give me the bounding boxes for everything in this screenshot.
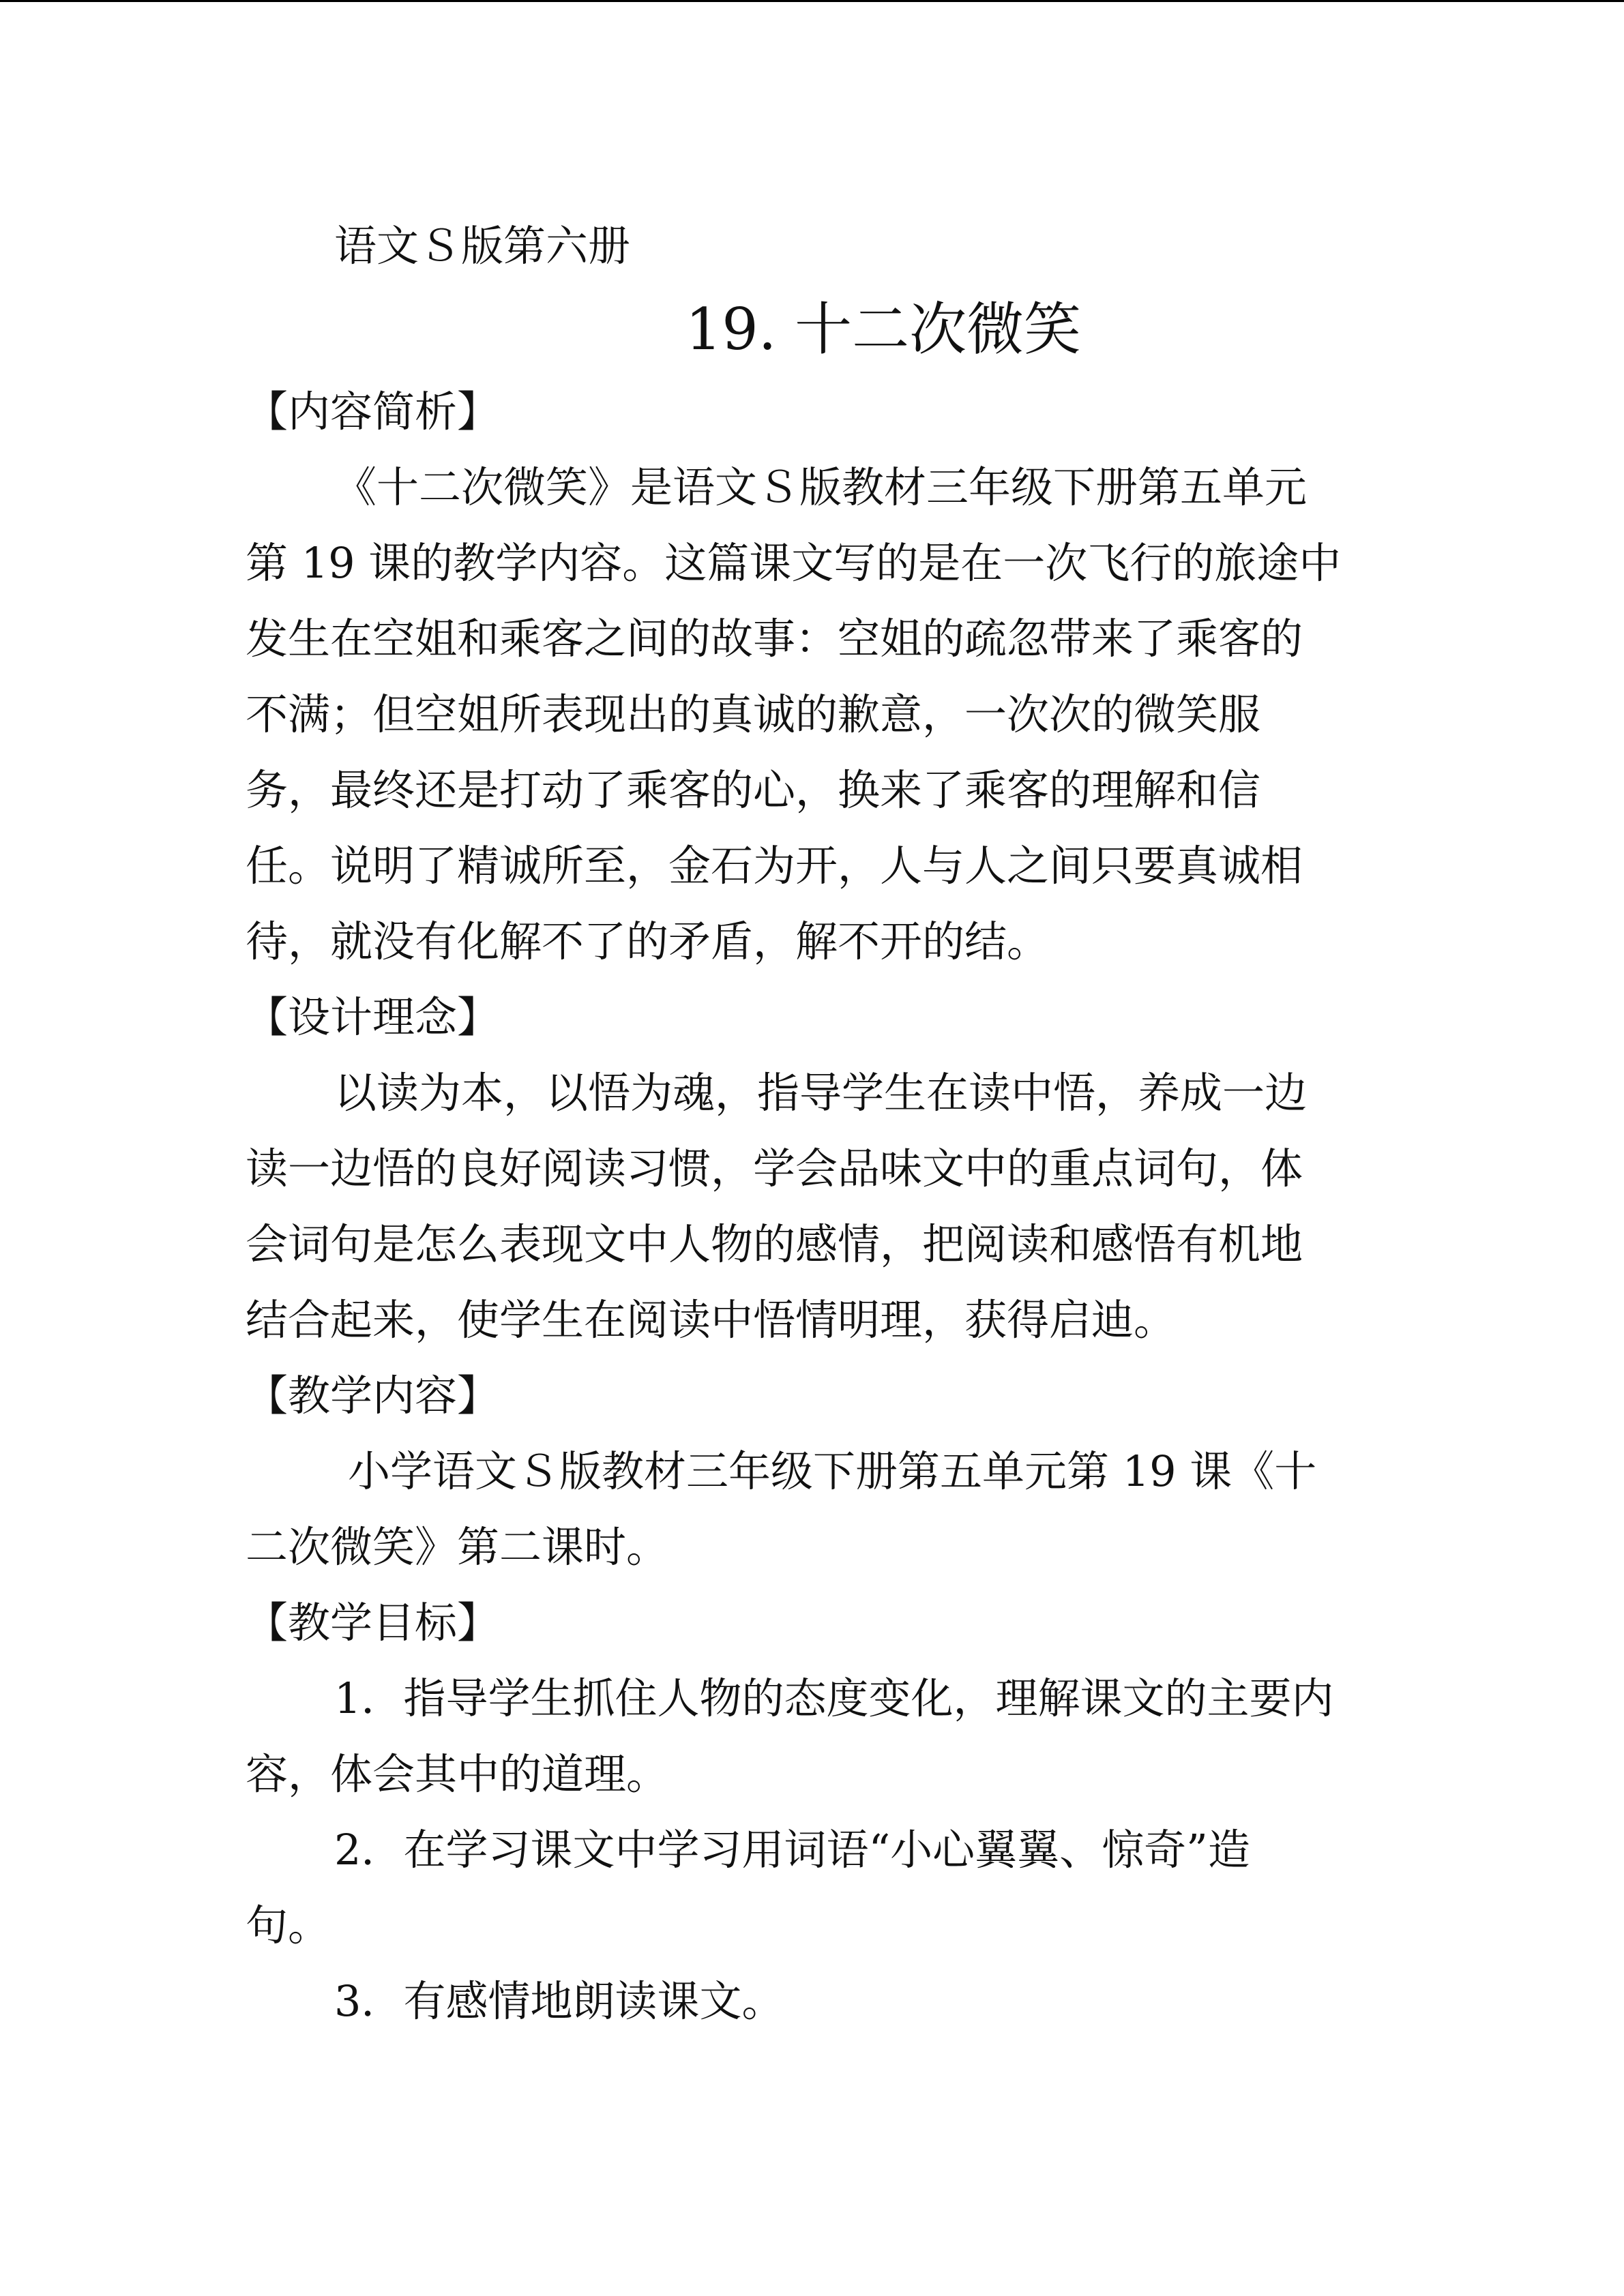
- document-body: [246, 207, 1371, 2039]
- goal-item-1-continued: 容，体会其中的道理。: [246, 1749, 669, 1799]
- paragraph-line: 《十二次微笑》是语文Ｓ版教材三年级下册第五单元: [334, 462, 1308, 512]
- paragraph-line: 小学语文Ｓ版教材三年级下册第五单元第 19 课《十: [348, 1446, 1317, 1496]
- book-subtitle: 语文Ｓ版第六册: [334, 221, 631, 271]
- paragraph-line: 不满；但空姐所表现出的真诚的歉意，一次次的微笑服: [246, 689, 1261, 739]
- section-heading-teaching-content: 【教学内容】: [246, 1371, 500, 1420]
- goal-item-2: 2．在学习课文中学习用词语“小心翼翼、惊奇”造: [334, 1825, 1250, 1875]
- paragraph-line: 待，就没有化解不了的矛盾，解不开的结。: [246, 916, 1050, 966]
- paragraph-line: 结合起来，使学生在阅读中悟情明理，获得启迪。: [246, 1295, 1177, 1345]
- goal-item-3: 3．有感情地朗读课文。: [334, 1976, 784, 2026]
- goal-item-2-continued: 句。: [246, 1900, 331, 1950]
- goal-item-1: 1．指导学生抓住人物的态度变化，理解课文的主要内: [334, 1673, 1334, 1723]
- paragraph-line: 任。说明了精诚所至，金石为开，人与人之间只要真诚相: [246, 841, 1303, 891]
- lesson-title: 19. 十二次微笑: [685, 296, 1082, 363]
- section-heading-teaching-goals: 【教学目标】: [246, 1598, 500, 1648]
- section-heading-design-concept: 【设计理念】: [246, 992, 500, 1042]
- paragraph-line: 第 19 课的教学内容。这篇课文写的是在一次飞行的旅途中: [246, 538, 1342, 588]
- section-heading-content-analysis: 【内容简析】: [246, 387, 500, 436]
- paragraph-line: 发生在空姐和乘客之间的故事：空姐的疏忽带来了乘客的: [246, 614, 1303, 664]
- paragraph-line: 以读为本，以悟为魂，指导学生在读中悟，养成一边: [334, 1068, 1308, 1118]
- paragraph-line: 二次微笑》第二课时。: [246, 1522, 669, 1572]
- paragraph-line: 会词句是怎么表现文中人物的感情，把阅读和感悟有机地: [246, 1219, 1303, 1269]
- paragraph-line: 务，最终还是打动了乘客的心，换来了乘客的理解和信: [246, 765, 1261, 815]
- paragraph-line: 读一边悟的良好阅读习惯，学会品味文中的重点词句，体: [246, 1144, 1303, 1193]
